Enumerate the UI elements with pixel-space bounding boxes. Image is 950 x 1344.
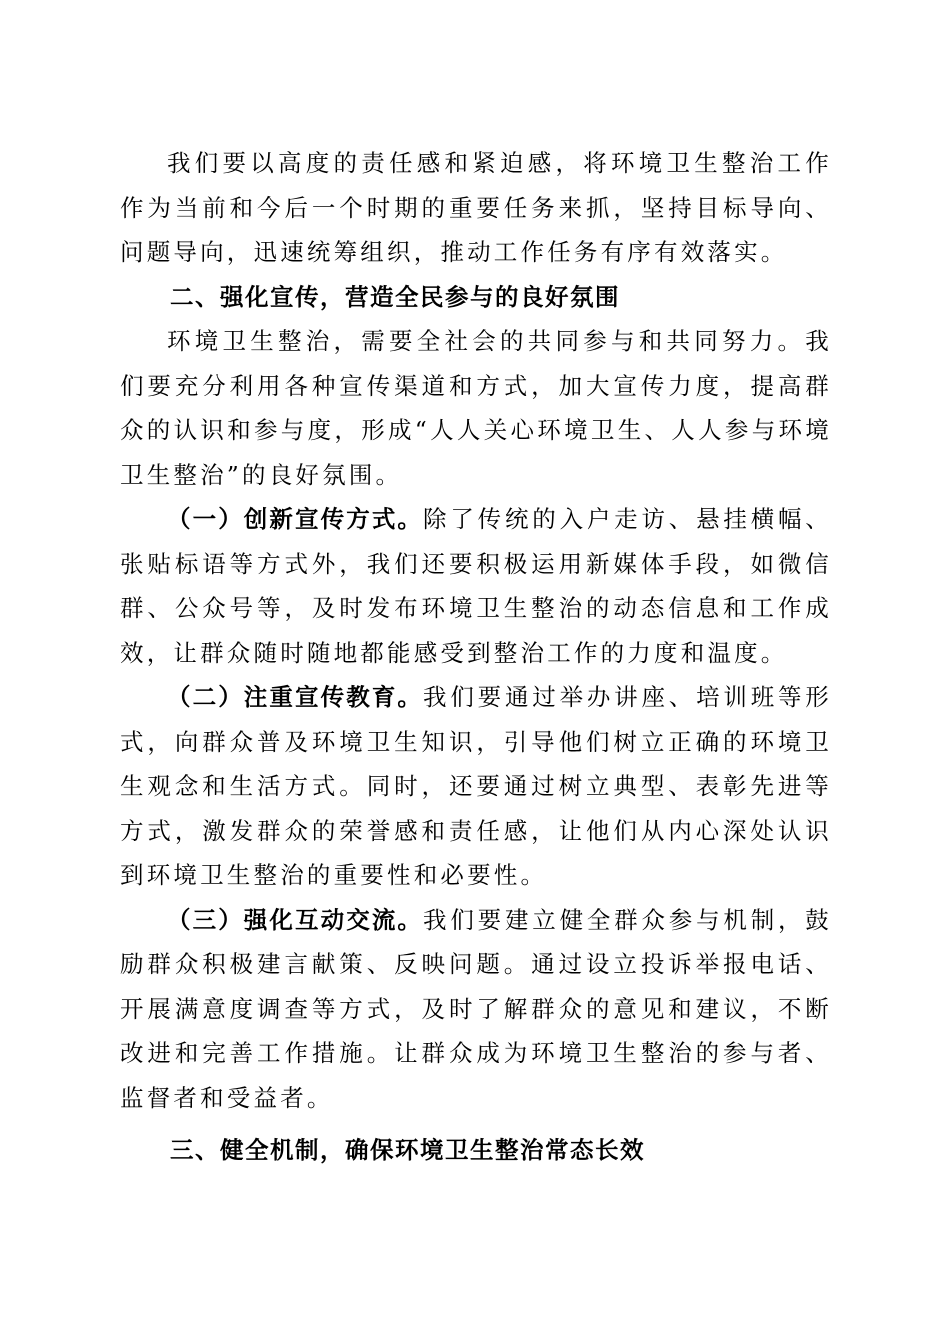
section-heading-3: 三、健全机制，确保环境卫生整治常态长效 (170, 1136, 645, 1164)
paragraph-intro: 我们要以高度的责任感和紧迫感，将环境卫生整治工作作为当前和今后一个时期的重要任务来抓，坚持目标导向、问题导向，迅速统筹组织，推动工作任务有序有效落实。 (120, 149, 832, 266)
subsection-3-text: 我们要建立健全群众参与机制，鼓励群众积极建言献策、反映问题。通过设立投诉举报电话、开展满意度调查等方式，及时了解群众的意见和建议，不断改进和完善工作措施。让群众成为环境卫生整治的参与者、监督者和受益者。 (120, 905, 833, 1112)
subsection-1-text: 除了传统的入户走访、悬挂横幅、张贴标语等方式外，我们还要积极运用新媒体手段，如微信群、公众号等，及时发布环境卫生整治的动态信息和工作成效，让群众随时随地都能感受到整治工作的力度和温度。 (120, 505, 833, 667)
subsection-2-text: 我们要通过举办讲座、培训班等形式，向群众普及环境卫生知识，引导他们树立正确的环境卫生观念和生活方式。同时，还要通过树立典型、表彰先进等方式，激发群众的荣誉感和责任感，让他们从内心深处认识到环境卫生整治的重要性和必要性。 (120, 683, 833, 889)
subsection-2-lead: （二）注重宣传教育。 (167, 683, 424, 711)
paragraph-subsection-3 (120, 898, 832, 1121)
paragraph-section-2: 环境卫生整治，需要全社会的共同参与和共同努力。我们要充分利用各种宣传渠道和方式，加大宣传力度，提高群众的认识和参与度，形成“人人关心环境卫生、人人参与环境卫生整治”的良好氛围。 (120, 327, 832, 489)
subsection-1-lead: （一）创新宣传方式。 (167, 505, 424, 533)
section-heading-2: 二、强化宣传，营造全民参与的良好氛围 (170, 282, 620, 311)
subsection-3-lead: （三）强化互动交流。 (167, 905, 424, 934)
document-body (120, 141, 832, 1173)
paragraph-subsection-1 (120, 497, 832, 675)
paragraph-subsection-2 (120, 675, 832, 898)
